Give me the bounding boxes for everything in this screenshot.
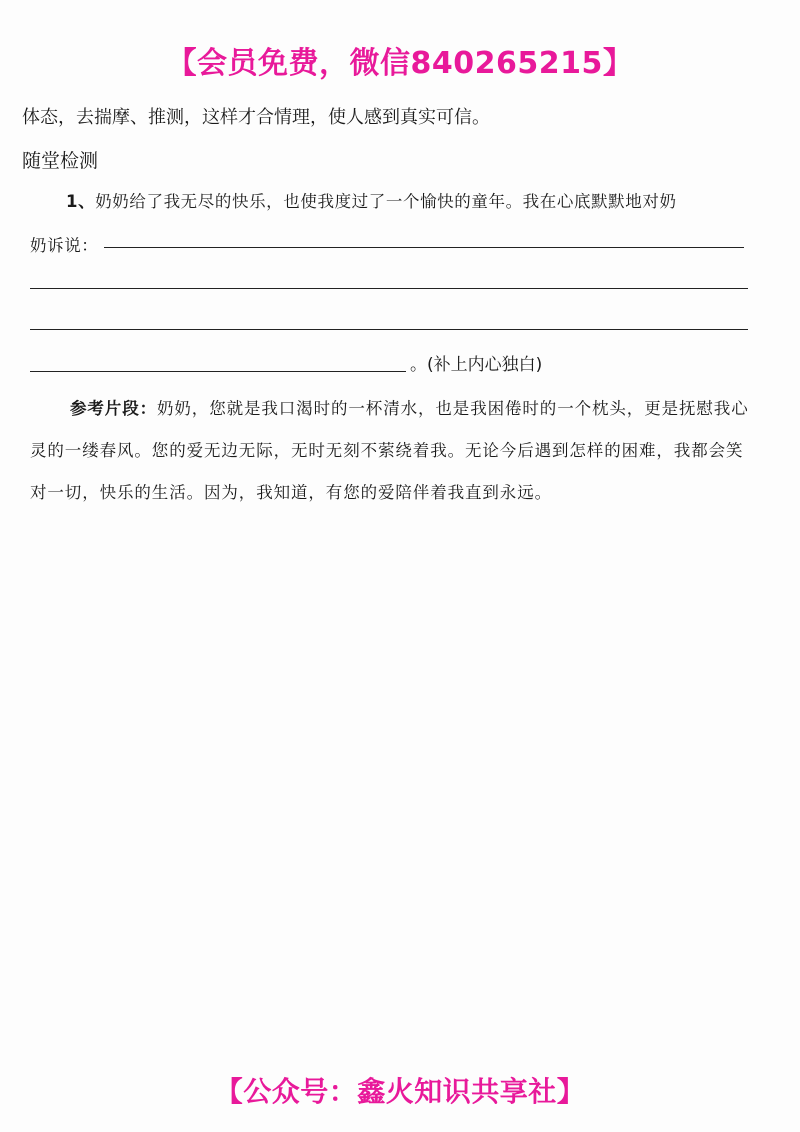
- answer-line-2: [30, 288, 748, 289]
- section-title: 随堂检测: [22, 150, 99, 172]
- answer-line-3: [30, 329, 748, 330]
- question-text: 奶奶给了我无尽的快乐，也使我度过了一个愉快的童年。我在心底默默地对奶: [95, 192, 677, 211]
- reference-text: 奶奶，您就是我口渴时的一杯清水，也是我困倦时的一个枕头，更是抚慰我心灵的一缕春风。您的爱无边无际，无时无刻不萦绕着我。无论今后遇到怎样的困难，我都会笑对一切，快乐的生活。因为，我知道，有您的爱陪伴着我直到永远。: [30, 399, 749, 502]
- question-number: 1、: [66, 192, 96, 211]
- reference-label: 参考片段：: [70, 399, 157, 418]
- intro-line: 体态，去揣摩、推测，这样才合情理，使人感到真实可信。: [22, 107, 490, 128]
- promo-banner-bottom: 【公众号：鑫火知识共享社】: [214, 1075, 586, 1108]
- answer-line-1: [104, 247, 744, 248]
- question-1-line-2: 奶诉说：: [30, 236, 99, 255]
- answer-hint: 。(补上内心独白): [410, 355, 543, 375]
- answer-line-4: [30, 371, 406, 372]
- question-1-line-1: [66, 188, 677, 212]
- promo-banner-top: 【会员免费，微信840265215】: [166, 46, 634, 81]
- reference-paragraph: [30, 388, 750, 514]
